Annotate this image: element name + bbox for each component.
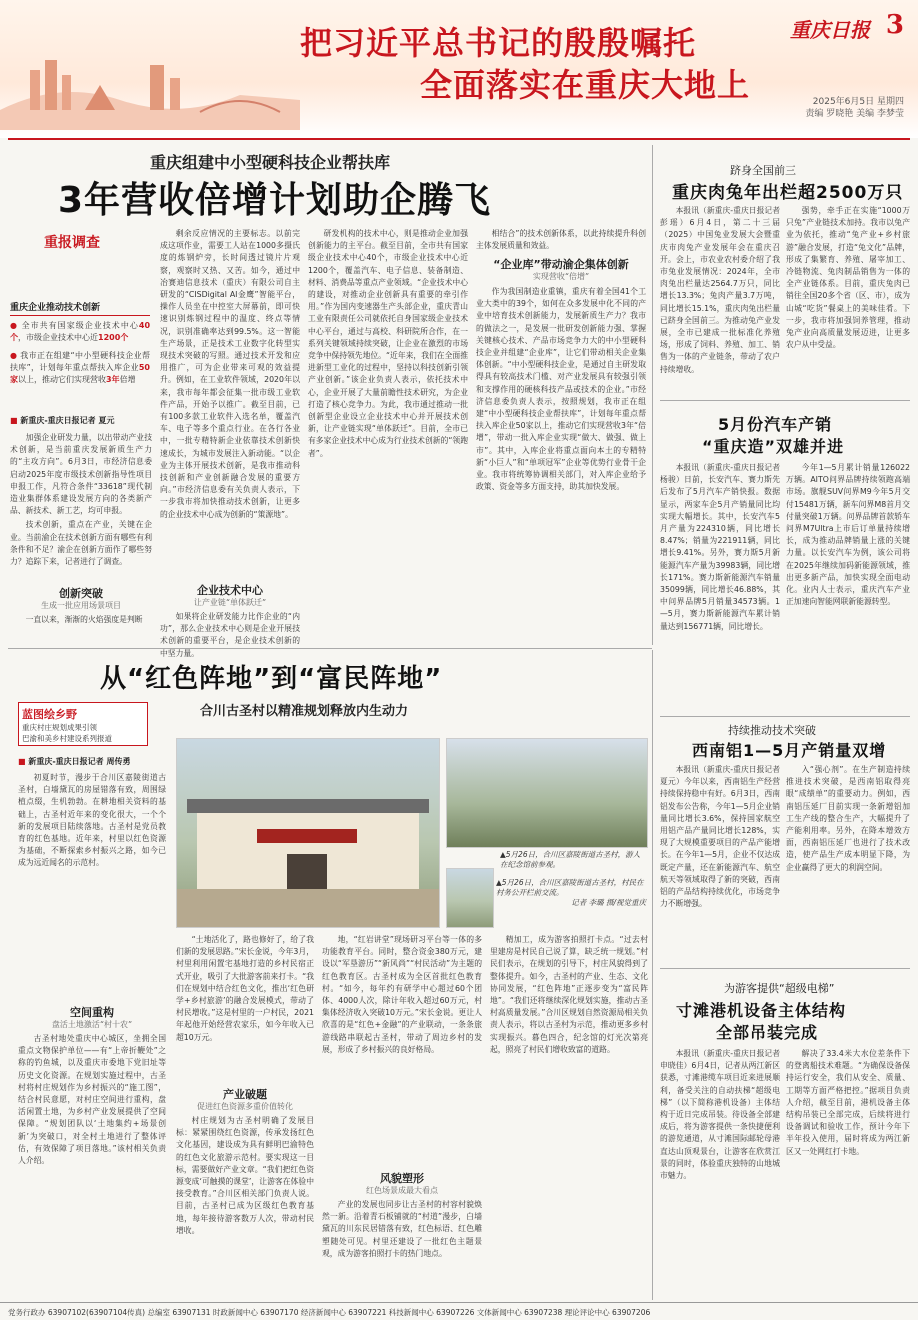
newspaper-masthead: 重庆日报 [790,18,870,42]
triangle-marker-icon: ▲ [500,850,506,859]
article1-section3-sub: 实现营收“倍增” [532,272,590,281]
article6-col3-cont: 产业的发展也同步让古圣村的村容村貌焕然一新。沿着青石板铺就的“村道”漫步，白墙黛瓦的川东民居错落有致，红色标语、红色雕塑随处可见。村里还建设了一批红色主题景观，成为游客拍照打卡的热门地点。 [322,1200,482,1258]
article6-col1: 初夏时节，漫步于合川区嘉陵街道古圣村，白墙黛瓦的房屋错落有致，周围绿植点缀，生机勃勃。在耕地相关资料的基础上，古圣村近年来的变化很大，一个个新的发展项目陆续落地。古圣村是党员教育的红色基地。近年来，村里以红色资源为基础，不断探索乡村振兴之路，如今已成为远近闻名的示范村。 [18,773,166,868]
article6-col2: “土地活化了，路也修好了，给了我们新的发展思路。”宋长金说，今年3月，村里利用闲置宅基地打造的乡村民宿正式开业，吸引了大批游客前来打卡。“我们在规划中结合红色文化，推出‘红色研学+乡村旅游’的融合发展模式，带动了村民增收。”这是村里的一户村民，2021年起他开始经营农家乐，如今年收入已超10万元。 [176,935,314,1042]
article5-title-line2: 全部吊装完成 [716,1023,819,1042]
city-skyline-illustration [0,40,300,130]
article1-summary-box [10,300,150,386]
article5-title-line1: 寸滩港机设备主体结构 [676,1001,847,1020]
article3-title-line2: “重庆造”双雄并进 [702,437,845,456]
article1-col1: 加强企业研发力量，以出带动产业技术创新，是当前重庆发展新质生产力的“主攻方向”。6月3日，市经济信息委启动2025年度市级技术创新指导性项目申报工作，凡符合条件“33618”现代制造业集群体系建设发展方向的各类新产品、新技术、新工艺，均可申报。 技术创新，重点在产业，关键在企业。当前渝企在技术创新方面有哪些有利条件和不足？渝企在创新方面作了哪些努力？追踪下来，记者进行了调查。 [10,433,152,567]
article-divider [660,400,910,401]
article2-col2: 强势，牵手正在实施“1000万只兔”产业链技术加持。我市以兔产业为依托，推动“兔产业+乡村旅游”融合发展，打造“兔文化”品牌，形成了集繁育、养殖、屠宰加工、冷链物流、兔肉制品销售为一体的全产业链体系。目前，重庆兔肉已销往全国20多个省（区、市），成为山城“吃货”餐桌上的美味佳肴。下一步，我市将加强饲养管理，推动兔产业向高质量发展迈进，让更多农户从中受益。 [786,206,910,350]
article6-section2-sub: 促进红色资源多重价值转化 [197,1102,293,1111]
square-bullet-icon: ■ [10,416,18,425]
column-divider [652,650,653,1300]
article1-section2-sub: 让产业链“单体跃迁” [193,598,267,607]
article3-col1: 本报讯（新重庆-重庆日报记者 杨骏）日前，长安汽车、赛力斯先后发布了5月汽车产销快报。数据显示，两家车企5月产销量同比均实现大幅增长。其中，长安汽车5月产量为224310辆，同比增长8.47%；销量为221911辆，同比增长9.41%。另外，赛力斯5月新能源汽车产量为39983辆，同比增长171%。赛力斯新能源汽车销量35099辆，同比增长46.88%，其中问界品牌5月销量34573辆。1—5月，赛力斯新能源汽车累计销量达到156771辆，同比增长。 [660,463,780,631]
page-number: 3 [885,10,904,40]
article2-col1: 本报讯（新重庆-重庆日报记者 彭瑶）6月4日，第二十三届（2025）中国兔业发展大会暨重庆市肉兔产业发展年会在重庆召开。会上，市农业农村委介绍了我市兔业发展情况：2024年，全市肉兔出栏量达2564.7万只，同比增长13.3%；兔肉产量3.7万吨，同比增长15.1%，重庆肉兔出栏量已跻身全国前三。为推动兔产业发展，全市已建成一批标准化养殖场，形成了饲料、养殖、加工、销售为一体的产业链条，带动了农户持续增收。 [660,206,780,374]
article6-col1-cont: 古圣村地处重庆中心城区，坐拥全国重点文物保护单位——有“上帝折鞭处”之称的钓鱼城，以及重庆市委地下党旧址等历史文化资源。在规划实施过程中，古圣村将村庄规划作为乡村振兴的“施工图”，结合村民意愿，对村庄空间进行重构，盘活闲置土地，为乡村产业发展提供了空间保障。“规划团队以‘土地集约+场景创新’为突破口，对全村土地进行了整体评估，有效保障了项目落地。”该村相关负责人介绍。 [18,1034,166,1166]
village-street-photo-1 [446,738,648,848]
article1-kicker: 重庆组建中小型硬科技企业帮扶库 [150,153,391,172]
report-tag: 重报调查 [44,235,100,251]
article2-kicker: 跻身全国前三 [730,164,796,177]
memorial-building-illustration [177,739,439,927]
triangle-marker-icon: ▲ [496,878,502,887]
header-rule [8,138,910,140]
article6-section3-sub: 红色场景成最大看点 [366,1186,438,1195]
bullet-icon: ● [10,321,19,330]
series-tag-sub2: 巴渝和美乡村建设系列报道 [22,734,112,743]
article1-section1-sub: 生成一批应用场景项目 [41,601,121,610]
article1-col4: 相结合”的技术创新体系，以此持续提升科创主体发展质量和效益。 [476,229,646,251]
page-footer-contacts: 党务行政办 63907102(63907104传真) 总编室 63907131 时政新闻中心 63907170 经济新闻中心 63907221 科技新闻中心 63907226 文体新闻中心 63907238 理论评论中心 63907206 [0,1302,918,1320]
page-banner [0,0,918,138]
article4-col2: 入“强心剂”。在生产制造持续推进技术突破，是西南铝取得亮眼“成绩单”的重要动力。例如，西南铝压延厂目前实现一条新增铝加工生产线的整合生产，大幅提升了产能利用率。另外，在降本增效方面，西南铝压延厂也进行了技术改造，使产品生产成本明显下降，为企业赢得了更大的利润空间。 [786,765,910,872]
article4-title: 西南铝1—5月产销量双增 [692,741,887,760]
article6-byline: ■ 新重庆-重庆日报记者 周传勇 [18,757,131,766]
summary-item-2: ● 我市正在组建“中小型硬科技企业帮扶库”，计划每年重点帮扶入库企业50家以上，推动它们实现营收3年倍增 [10,351,150,384]
article5-col2: 解决了33.4米大水位差条件下的登离船技术难题。“为确保设备保持运行安全，我们从安全、质量、工期等方面严格把控。”据项目负责人介绍，截至目前，港机设备主体结构吊装已全部完成，后续将进行设备调试和验收工作，预计今年下半年投入使用，届时将成为两江新区又一处网红打卡地。 [786,1049,910,1156]
article3-col2: 今年1—5月累计销量126022万辆。AITO问界品牌持续领跑高端市场。旗舰SUV问界M9今年5月交付15481万辆，新车问界M8首月交付量突破1万辆。问界品牌首款轿车问界M7Ultra上市后订单量持续增长，成为推动品牌销量上涨的关键力量。以长安汽车为例，该公司将在2025年继续加码新能源领域，推出更多新产品，加快实现全面电动化。业内人士表示，重庆汽车产业正加速向智能网联新能源转型。 [786,463,910,607]
article6-section1-head: 空间重构 [70,1006,114,1019]
article4-kicker: 持续推动技术突破 [728,724,816,737]
article-divider [660,716,910,717]
series-tag-box [18,702,148,746]
article6-col4: 精加工，成为游客拍照打卡点。“过去村里建房是村民自己说了算，缺乏统一规划。”村民们表示，在规划的引导下，村庄风貌得到了整体提升。如今，古圣村的产业、生态、文化协同发展，“红色阵地”正逐步变为“富民阵地”。“我们还将继续深化规划实施，推动古圣村高质量发展。”合川区规划自然资源局相关负责人表示，将以古圣村为示范，推动更多乡村实现振兴。暮色四合，纪念馆的灯光次第亮起，照亮了村民们增收致富的道路。 [490,935,648,1054]
article6-subtitle: 合川古圣村以精准规划释放内生动力 [200,704,409,719]
article3-title-line1: 5月份汽车产销 [718,415,833,434]
article6-section2-head: 产业破题 [223,1088,267,1101]
issue-date-block [805,96,904,120]
article6-col2-cont: 村庄规划为古圣村明确了发展目标：紧紧围绕红色资源，传承发扬红色文化基因，建设成为具有鲜明巴渝特色的红色文化旅游示范村。要实现这一目标，需要做好产业文章。“我们把红色资源变成‘可触摸的课堂’，让游客在体验中接受教育。”合川区相关部门负责人说。目前，古圣村已成为区级红色教育基地，每年接待游客数万人次，带动村民增收。 [176,1116,314,1235]
article5-kicker: 为游客提供“超级电梯” [724,982,835,995]
article6-section1-sub: 盘活土地激活“村十农” [51,1020,133,1029]
article4-col1: 本报讯（新重庆-重庆日报记者 夏元）今年以来，西南铝生产经营持续保持稳中有好。6月3日，西南铝发布公告称，今年1—5月企业销量同比增长3.6%，保持国家航空用铝产品产量同比增长128%，实现了大规模重要项目的产品产能增长。在今年1—5月，企业不仅达成既定产量，还在新能源汽车、航空航天等领域取得了新的突破，西南铝的产品结构持续优化，市场竞争力不断增强。 [660,765,780,909]
photo-caption-2: ▲5月26日，合川区嘉陵街道古圣村，村民在村务公开栏前交流。 记者 李璐 摄/视觉重庆 [496,878,646,907]
summary-heading: 重庆企业推动技术创新 [10,300,150,316]
article1-col3: 研发机构的技术中心，则是推动企业加强创新能力的主平台。截至目前，全市共有国家级企业技术中心40个，市级企业技术中心近1200个，覆盖汽车、电子信息、装备制造、材料、消费品等重点产业领域。“企业技术中心的建设，对推动企业创新具有重要的牵引作用。”作为国内变速器生产头部企业，重庆青山工业有限责任公司就依托自身国家级企业技术中心平台，通过与高校、科研院所合作，在一系列关键领域持续突破，让企业在激烈的市场竞争中保持领先地位。“近年来，我们在全面推进新型工业化的过程中，坚持以科技创新引领产业创新。”该企业负责人表示，依托技术中心，企业开展了大量前瞻性技术研究，为企业打造了核心竞争力。为此，我市通过推动一批创新型企业设立企业技术中心并开展技术创新，让产业链实现“单体跃迁”。目前，全市已有多家企业技术中心成为行业技术创新的“领跑者”。 [308,229,468,458]
article1-title: 3年营收倍增计划助企腾飞 [58,180,492,221]
article-divider [8,648,652,649]
article1-section3-head: “企业库”带动渝企集体创新 [493,258,629,271]
column-divider [652,145,653,645]
article1-col2: 剩余反应情况的主要标志。以前完成这项作业，需要工人站在1000多摄氏度的炼钢炉旁，长时间透过镜片片观察，观察时又热、又苦。如今，通过中冶赛迪信息技术（重庆）有限公司自主研发的“CISDigital AI金鹰”智能平台，操作人员坐在中控室大屏幕前，即可快速识别炼钢过程中的温度、终点等情况，识别准确率达到99.5%。这一智能生产场景，正是技术工业数字化转型实现技术突破的写照。通过技术开发和应用推广，可为企业带来可观的效益提升。例如，在工业软件领域，2020年以来，我市每年都会征集一批市级工业软件产品，开始予以推广。截至目前，已有100多款工业软件入选名单，覆盖汽车、电子等多个重点行业。在各行各业中，一批专精特新企业依靠技术创新快速成长，为城市发展注入新动能。“以企业为主体开展技术创新，是我市推动科技创新和产业创新融合发展的重要方向。”市经济信息委有关负责人表示，下一步我市将加快推动技术创新，让更多的企业技术中心成为创新的“策源地”。 [160,229,300,519]
article1-col2-cont: 如果将企业研发能力比作企业的“内功”，那么企业技术中心则是企业开展技术创新的重要平台，是企业技术创新的中坚力量。 [160,612,300,658]
article6-section3-head: 风貌塑形 [380,1172,424,1185]
article1-section2-head: 企业技术中心 [197,584,263,597]
article1-col4-cont: 作为我国制造业重镇，重庆有着全国41个工业大类中的39个，如何在众多发展中化不同的产业中培育技术创新能力，发展新质生产力？我市的做法之一，是发展一批研发创新能力强、掌握关键核心技术、产品市场竞争力大的中小型硬科技企业并组建“企业库”，让它们带动相关企业集体创新。“中小型硬科技企业，是通过自主研发取得具有较高技术门槛、对产业发展具有较强引领和支撑作用的硬核科技产品或技术的企业。”市经济信息委负责人表示，按照规划，我市正在组建“中小型硬科技企业帮扶库”，计划每年重点帮扶入库企业50家以上，推动它们实现营收3年“倍增”，带动一批入库企业实现“做大、做强、做上市”。其中，入库企业将重点面向本土的专精特新“小巨人”和“单项冠军”企业等优势行业骨干企业。我市将统筹协调相关部门，对入库企业给予政策、资金等多方面支持，助其加快发展。 [476,287,646,492]
village-memorial-photo [176,738,440,928]
series-tag-sub1: 重庆村庄规划成果引领 [22,723,97,732]
article1-byline: ■ 新重庆-重庆日报记者 夏元 [10,416,115,425]
photo-caption-1: ▲5月26日，合川区嘉陵街道古圣村，游人在纪念馆前参观。 [500,850,641,869]
article1-col1-cont: 一直以来，渐渐的火焰强度是判断 [25,615,143,624]
page-editors: 责编 罗晓艳 美编 李梦莹 [805,109,904,119]
article1-section1-head: 创新突破 [59,587,103,600]
article6-title: 从“红色阵地”到“富民阵地” [100,664,443,694]
article-divider [660,968,910,969]
series-tag-title: 蓝图绘乡野 [22,708,77,721]
banner-headline-line1: 把习近平总书记的殷殷嘱托 [300,24,697,62]
banner-headline-line2: 全面落实在重庆大地上 [420,66,751,104]
article5-col1: 本报讯（新重庆-重庆日报记者 申晓佳）6月4日，记者从两江新区获悉，寸滩港缆车项目近来进展顺利，备受关注的自动扶梯“超级电梯”（以下简称港机设备）主体结构于近日完成吊装。待设备全部建成后，将为游客提供一条快捷便利的游览通道，从寸滩国际邮轮母港直达山顶观景台，让游客在欣赏江景的同时，体验重庆独特的山地城市魅力。 [660,1049,780,1181]
summary-item-1: ● 全市共有国家级企业技术中心40个，市级企业技术中心近1200个 [10,321,151,342]
square-bullet-icon: ■ [18,757,26,766]
article6-col3: 地，“红岩讲堂”现场研习平台等一体的多功能教育平台。同时，整合资金380万元，建设以“军垦游历”“新风尚”“村民活动”为主题的红色教育区。古圣村成为全区首批红色教育村。“如今，每年约有研学中心超过60个团体、4000人次，除计年收入超过60万元，村集体经济收入突破10万元。”宋长金说。更让人欣喜的是“红色+金融”的产业联动，一条条旅游线路串联起古圣村，带动了周边乡村的发展，形成了乡村振兴的良好格局。 [322,935,482,1054]
bullet-icon: ● [10,351,18,360]
village-street-photo-2 [446,868,494,928]
issue-date: 2025年6月5日 星期四 [812,97,904,107]
article2-title: 重庆肉兔年出栏超2500万只 [672,183,904,203]
